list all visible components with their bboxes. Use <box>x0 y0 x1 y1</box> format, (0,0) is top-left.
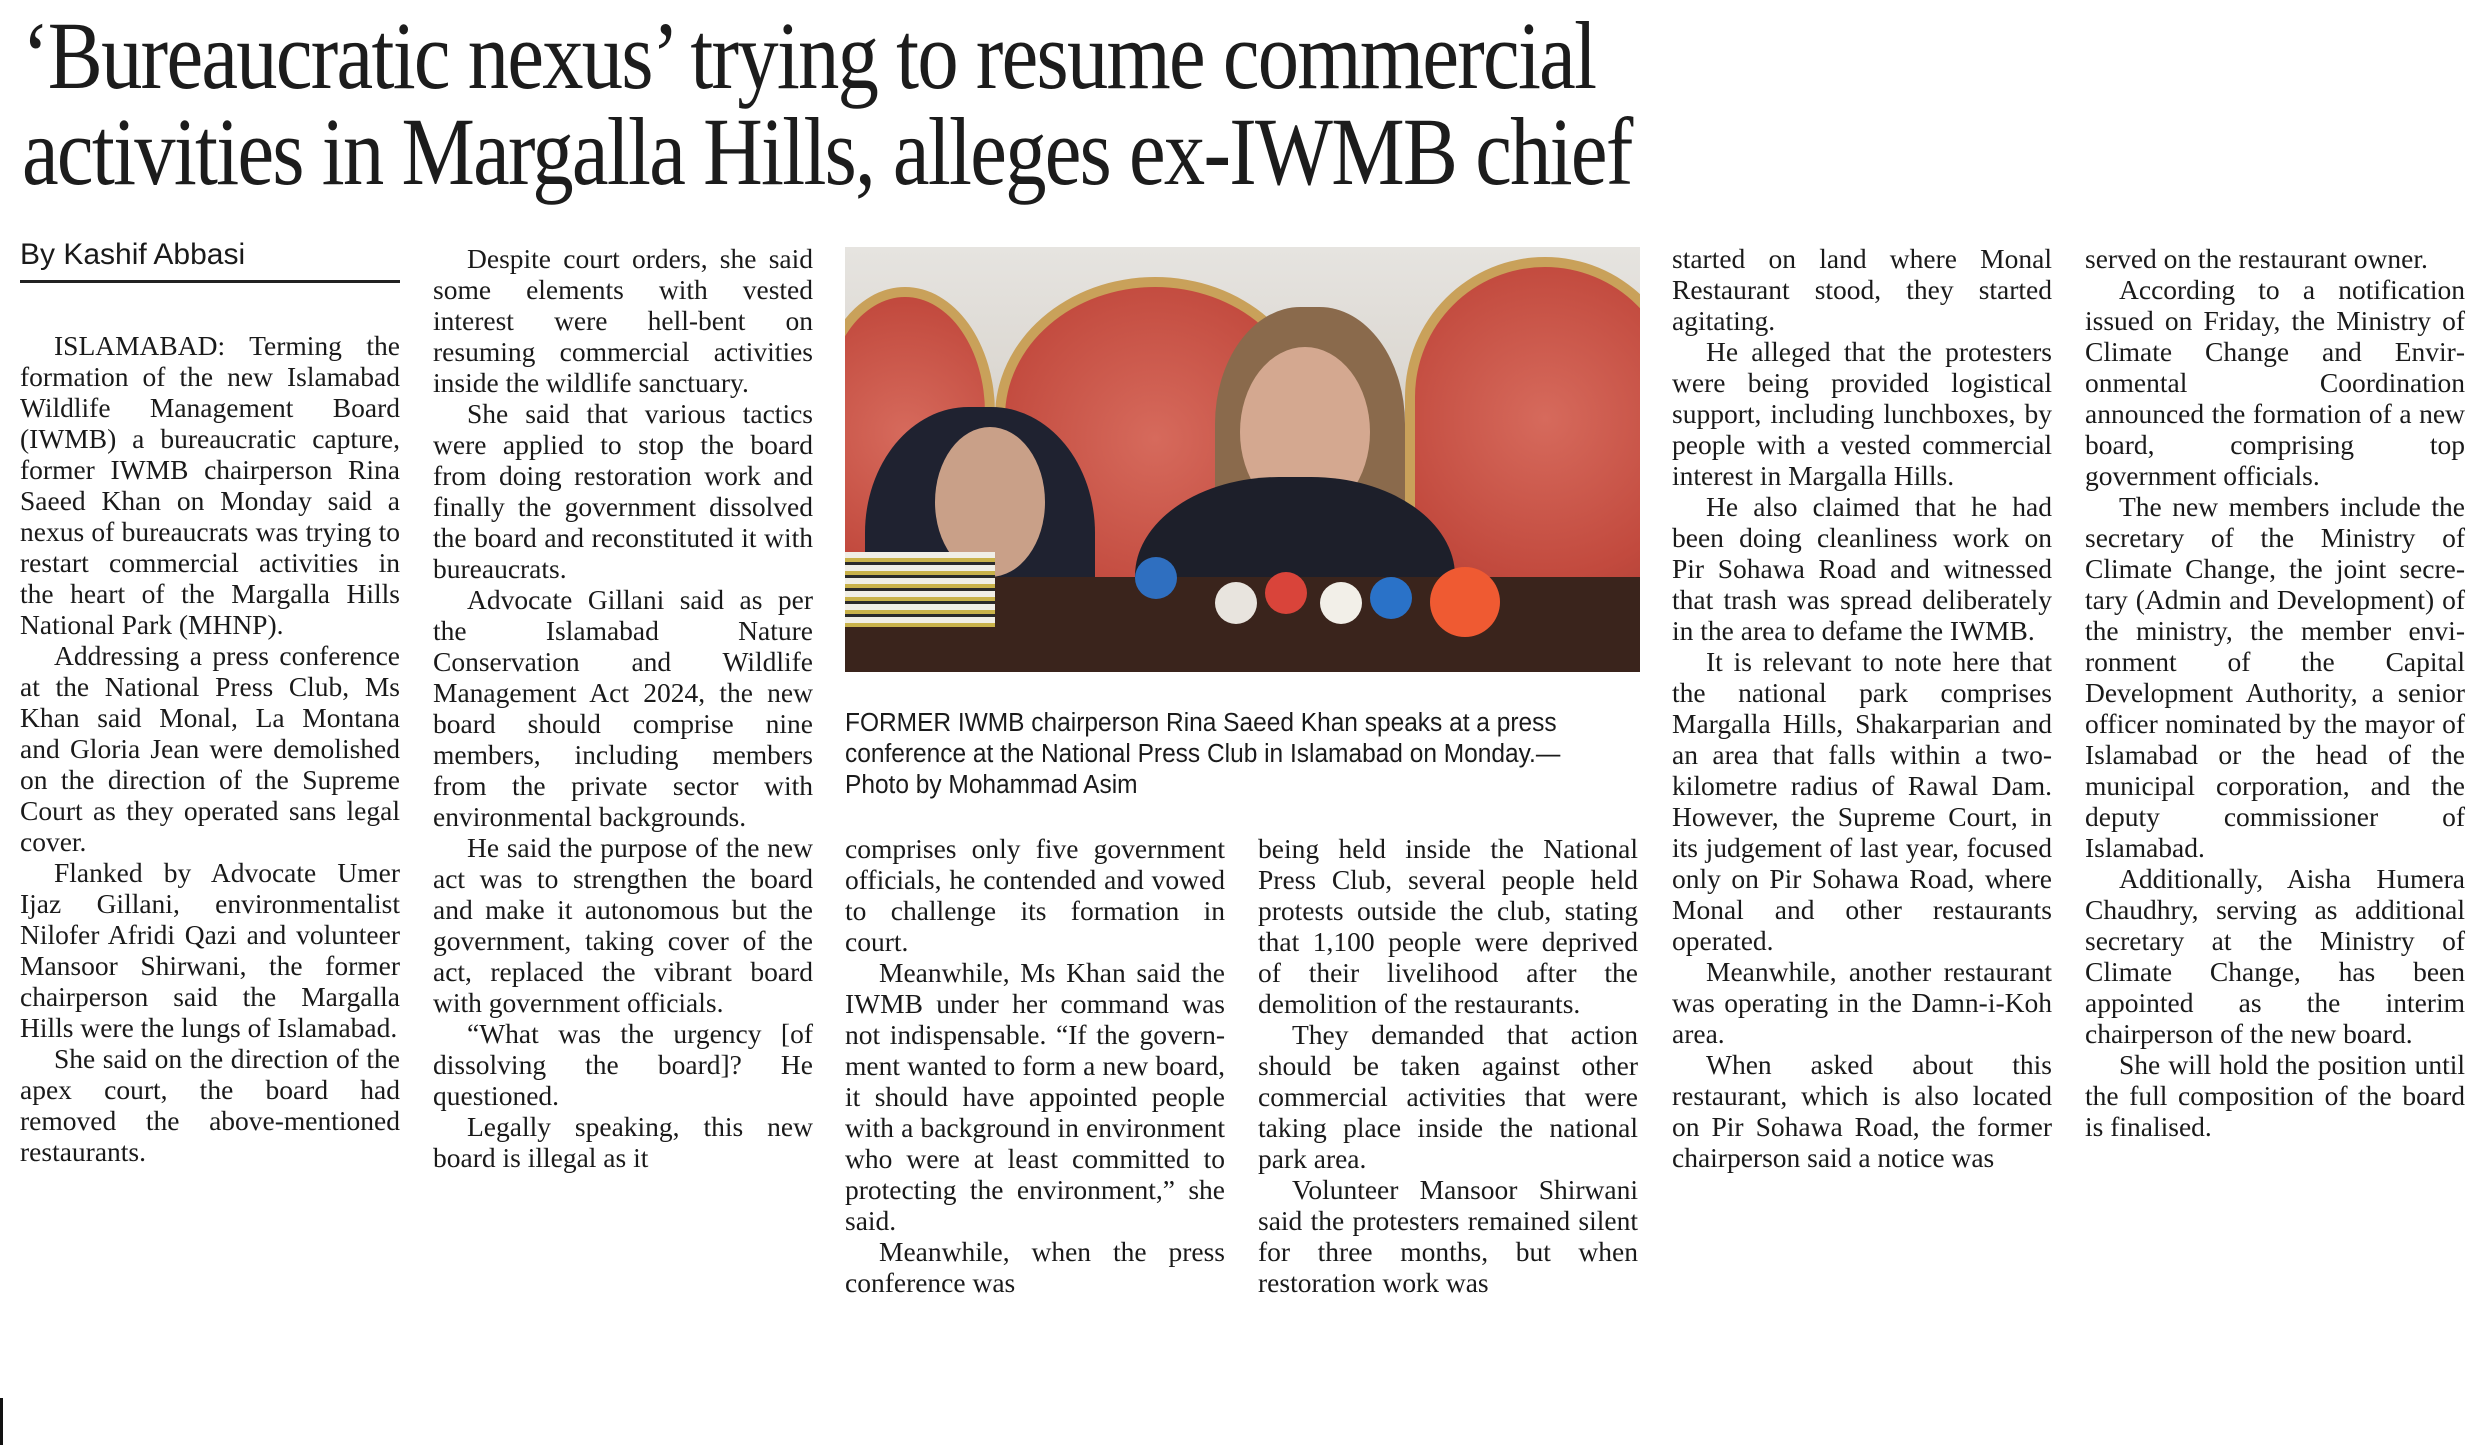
paragraph: Volunteer Mansoor Shirwani said the protesters remained silent for three months, but when restoration work was <box>1258 1174 1638 1298</box>
paragraph: Flanked by Advocate Umer Ijaz Gillani, environmentalist Nilofer Afridi Qazi and volunteer Mansoor Shirwani, the former chairperson said the Margalla Hills were the lungs of Islamabad. <box>20 857 400 1043</box>
papers-stack <box>845 552 995 627</box>
paragraph: The new members include the secretary of the Ministry of Climate Change, the joint secretary (Admin and Development) of the ministry, the member environment of the Capital Development Authority, a senior officer nominated by the mayor of Islamabad or the head of the municipal corporation, and the deputy commissioner of Islamabad. <box>2085 491 2465 863</box>
headline-line-2: activities in Margalla Hills, alleges ex-IWMB chief <box>22 98 1632 205</box>
paragraph: She will hold the position until the full composition of the board is finalised. <box>2085 1049 2465 1142</box>
paragraph: She said that various tactics were applied to stop the board from doing restoration work and finally the government dissolved the board and reconstituted it with bureaucrats. <box>433 398 813 584</box>
paragraph: ISLAMABAD: Terming the formation of the new Islamabad Wildlife Management Board (IWMB) a bureaucratic capture, former IWMB chairperson Rina Saeed Khan on Monday said a nexus of bureaucrats was trying to restart commercial activities in the heart of the Margalla Hills National Park (MHNP). <box>20 330 400 640</box>
article-column-5 <box>1672 243 2052 1173</box>
article-column-2 <box>433 243 813 1173</box>
paragraph: Advocate Gillani said as per the Islamabad Nature Conservation and Wildlife Management Act 2024, the new board should comprise nine members, including members from the private sector with environmental backgrounds. <box>433 584 813 832</box>
article-column-4 <box>1258 833 1638 1298</box>
paragraph: Despite court orders, she said some elements with vested interest were hell-bent on resuming commercial activities inside the wildlife sanctuary. <box>433 243 813 398</box>
byline: By Kashif Abbasi <box>20 236 400 283</box>
paragraph: When asked about this restaurant, which is also located on Pir Sohawa Road, the former chairperson said a notice was <box>1672 1049 2052 1173</box>
page-edge-mark <box>0 1398 3 1445</box>
paragraph: Legally speaking, this new board is illegal as it <box>433 1111 813 1173</box>
paragraph: Addressing a press conference at the National Press Club, Ms Khan said Monal, La Montana and Gloria Jean were demolished on the direction of the Supreme Court as they operated sans legal cover. <box>20 640 400 857</box>
paragraph-continued: started on land where Monal Restaurant stood, they started agitating. <box>1672 243 2052 336</box>
paragraph: Additionally, Aisha Humera Chaudhry, serving as additional secretary at the Ministry of Climate Change, has been appointed as the interim chairperson of the new board. <box>2085 863 2465 1049</box>
paragraph-continued: served on the restaurant owner. <box>2085 243 2428 274</box>
paragraph-continued: comprises only five government officials, he contended and vowed to challenge its formation in court. <box>845 833 1225 957</box>
microphone-icon <box>1135 557 1177 599</box>
paragraph: Meanwhile, another restaurant was operating in the Damn-i-Koh area. <box>1672 956 2052 1049</box>
paragraph: Meanwhile, Ms Khan said the IWMB under her command was not indispensable. “If the government wanted to form a new board, it should have appointed people with a background in environment who were at least committed to protecting the environment,” she said. <box>845 957 1225 1236</box>
paragraph: He said the purpose of the new act was to strengthen the board and make it autonomous but the government, taking cover of the act, replaced the vibrant board with government officials. <box>433 832 813 1018</box>
headline <box>22 2 2120 205</box>
paragraph: She said on the direction of the apex court, the board had removed the above-mentioned restaurants. <box>20 1043 400 1167</box>
article-column-6 <box>2085 243 2465 1142</box>
paragraph: He also claimed that he had been doing cleanliness work on Pir Sohawa Road and witnessed that trash was spread deliberately in the area to defame the IWMB. <box>1672 491 2052 646</box>
paragraph: Meanwhile, when the press conference was <box>845 1236 1225 1298</box>
microphone-icon <box>1265 572 1307 614</box>
microphone-icon <box>1370 577 1412 619</box>
paragraph: According to a notification issued on Friday, the Ministry of Climate Change and Environmental Coordination announced the formation of a new board, comprising top government officials. <box>2085 274 2465 491</box>
paragraph: He alleged that the protesters were being provided logistical support, including lunchboxes, by people with a vested commercial interest in Margalla Hills. <box>1672 336 2052 491</box>
microphone-icon <box>1430 567 1500 637</box>
article-column-3 <box>845 833 1225 1298</box>
photo-caption: FORMER IWMB chairperson Rina Saeed Khan speaks at a press conference at the National Press Club in Islamabad on Monday.—Photo by Mohammad Asim <box>845 709 1561 799</box>
article-column-1 <box>20 330 400 1167</box>
headline-line-1: ‘Bureaucratic nexus’ trying to resume commercial <box>22 2 1596 109</box>
press-conference-photo <box>845 247 1640 672</box>
paragraph: It is relevant to note here that the national park comprises Margalla Hills, Shakarparian and an area that falls within a two-kilometre radius of Rawal Dam. However, the Supreme Court, in its judgement of last year, focused only on Pir Sohawa Road, where Monal and other restaurants operated. <box>1672 646 2052 956</box>
paragraph: “What was the urgency [of dissolving the board]? He questioned. <box>433 1018 813 1111</box>
microphone-icon <box>1320 582 1362 624</box>
microphone-icon <box>1215 582 1257 624</box>
paragraph: They demanded that action should be taken against other commercial activities that were taking place inside the national park area. <box>1258 1019 1638 1174</box>
paragraph-continued: being held inside the National Press Club, several people held protests outside the club, stating that 1,100 people were deprived of their livelihood after the demolition of the restaurants. <box>1258 833 1638 1019</box>
